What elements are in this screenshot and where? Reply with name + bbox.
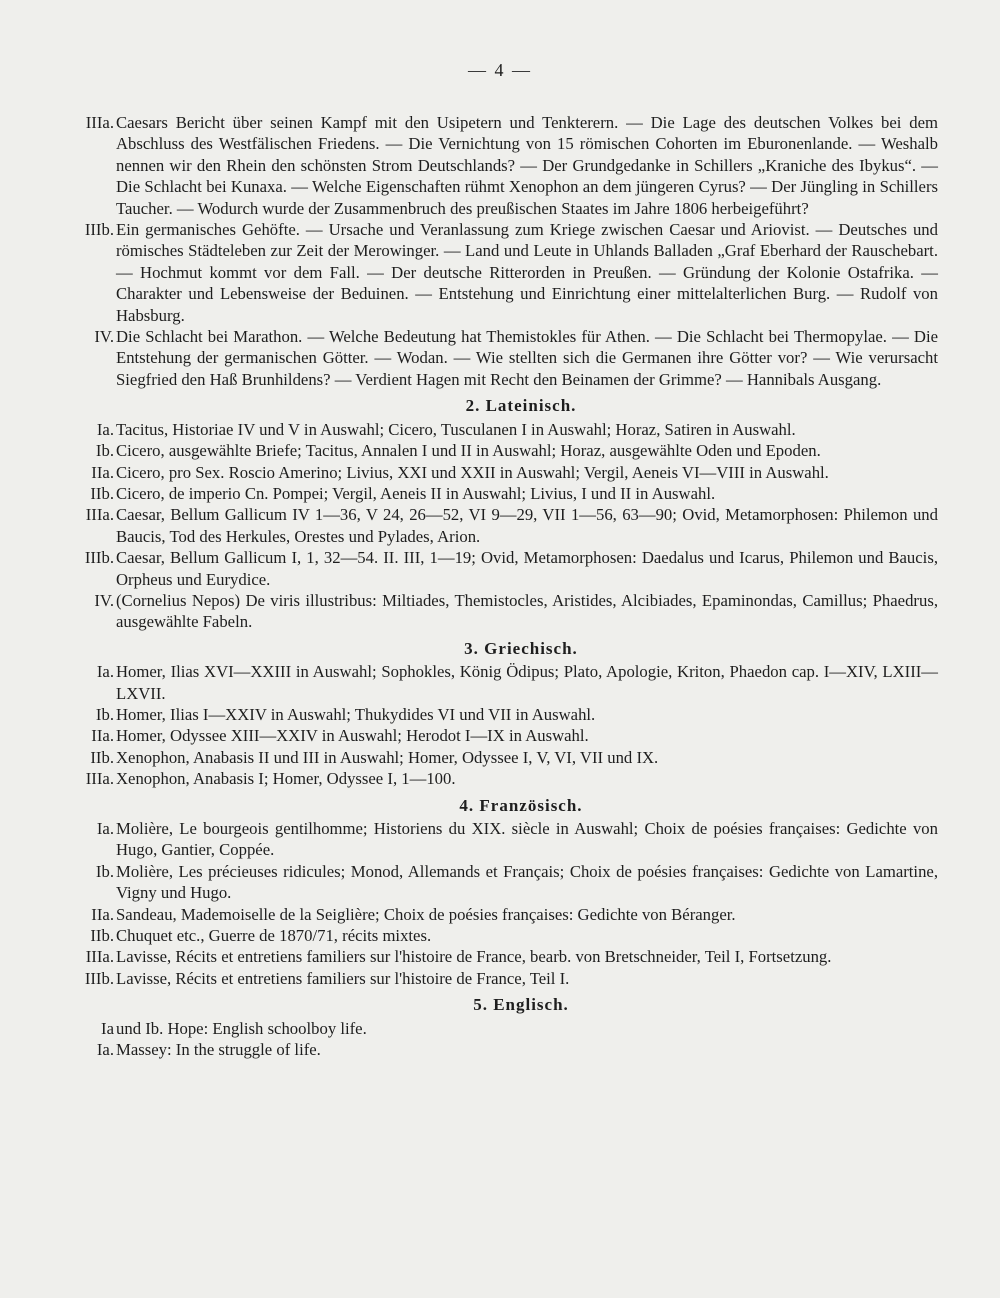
class-label: IV. xyxy=(94,327,114,347)
entry-row xyxy=(64,861,938,904)
entry-row xyxy=(64,547,938,590)
entry-text: Lavisse, Récits et entretiens familiers sur l'histoire de France, Teil I. xyxy=(116,968,570,988)
class-label: IIIa. xyxy=(85,113,114,132)
entry-row xyxy=(64,419,938,440)
entry-text: Cicero, pro Sex. Roscio Amerino; Livius, XXI und XXII in Auswahl; Vergil, Aeneis VI—VIII in Auswahl. xyxy=(116,462,829,482)
entry-row xyxy=(64,725,938,746)
entry-text: Sandeau, Mademoiselle de la Seiglière; Choix de poésies françaises: Gedichte von Béranger. xyxy=(116,904,736,924)
entry-row xyxy=(64,768,938,789)
class-label: IIIb. xyxy=(84,968,114,988)
class-label: IIIa. xyxy=(85,947,114,967)
entry-text: Caesar, Bellum Gallicum I, 1, 32—54. II. III, 1—19; Ovid, Metamorphosen: Daedalus und Icarus, Philemon und Baucis, Orpheus und Eurydice. xyxy=(116,548,938,589)
class-label: IIb. xyxy=(90,747,114,767)
page-number: — 4 — xyxy=(468,60,532,80)
class-label: Ib. xyxy=(95,704,114,724)
entry-text: Molière, Le bourgeois gentilhomme; Historiens du XIX. siècle in Auswahl; Choix de poésies françaises: Gedichte von Hugo, Gantier, Coppée. xyxy=(116,819,938,860)
entry-text: Homer, Ilias I—XXIV in Auswahl; Thukydides VI und VII in Auswahl. xyxy=(116,704,596,724)
section-heading: 5. Englisch. xyxy=(473,995,569,1015)
entry-row xyxy=(64,747,938,768)
entry-text: Xenophon, Anabasis II und III in Auswahl; Homer, Odyssee I, V, VI, VII und IX. xyxy=(116,747,659,767)
class-label: Ib. xyxy=(95,441,114,461)
entry-text: Ein germanisches Gehöfte. — Ursache und Veranlassung zum Kriege zwischen Caesar und Ariovist. — Deutsches und römisches Städteleben zur Zeit der Merowinger. — Land und Leute in Uhlands Balladen „Graf Eberhard der Rauschebart. — Hochmut kommt vor dem Fall. — Der deutsche Ritterorden in Preußen. — Gründung der Kolonie Ostafrika. — Charakter und Lebensweise der Beduinen. — Entstehung und Einrichtung einer mittelalterlichen Burg. — Rudolf von Habsburg. xyxy=(116,220,938,325)
entry-text: Homer, Ilias XVI—XXIII in Auswahl; Sophokles, König Ödipus; Plato, Apologie, Kriton, Phaedon cap. I—XIV, LXIII—LXVII. xyxy=(116,662,938,703)
section-englisch xyxy=(64,994,938,1060)
entry-row xyxy=(64,904,938,925)
class-label: Ib. xyxy=(95,861,114,881)
entry-text: Xenophon, Anabasis I; Homer, Odyssee I, 1—100. xyxy=(116,769,456,789)
entry-row xyxy=(64,504,938,547)
class-label: IIb. xyxy=(90,483,114,503)
entry-text: Caesar, Bellum Gallicum IV 1—36, V 24, 26—52, VI 9—29, VII 1—56, 63—90; Ovid, Metamorphosen: Philemon und Baucis, Tod des Herkules, Orestes und Pylades, Arion. xyxy=(116,505,938,546)
entry-text: (Cornelius Nepos) De viris illustribus: Miltiades, Themistocles, Aristides, Alcibiades, Epaminondas, Camillus; Phaedrus, ausgewählte Fabeln. xyxy=(116,590,938,632)
entry-row xyxy=(64,462,938,483)
entry-row xyxy=(64,1039,938,1060)
section-deutsch-continued xyxy=(64,112,938,390)
entry-text: Cicero, ausgewählte Briefe; Tacitus, Annalen I und II in Auswahl; Horaz, ausgewählte Oden und Epoden. xyxy=(116,441,821,461)
class-label: IIIa. xyxy=(85,505,114,525)
entry-row xyxy=(64,818,938,861)
entry-row xyxy=(64,661,938,704)
class-label: IV. xyxy=(94,590,114,610)
entry-text: Chuquet etc., Guerre de 1870/71, récits mixtes. xyxy=(116,926,432,946)
section-heading: 3. Griechisch. xyxy=(464,638,578,658)
class-label: Ia. xyxy=(96,819,114,838)
class-label: Ia. xyxy=(96,662,114,682)
class-label: IIIb. xyxy=(84,220,114,240)
section-heading: 2. Lateinisch. xyxy=(465,396,577,416)
class-label: IIb. xyxy=(90,926,114,946)
entry-row xyxy=(64,483,938,504)
class-label: Ia. xyxy=(96,419,114,439)
entry-row xyxy=(64,946,938,967)
entry-text: Lavisse, Récits et entretiens familiers sur l'histoire de France, bearb. von Bretschneider, Teil I, Fortsetzung. xyxy=(116,947,832,967)
entry-text: Massey: In the struggle of life. xyxy=(116,1040,321,1060)
entry-text: Cicero, de imperio Cn. Pompei; Vergil, Aeneis II in Auswahl; Livius, I und II in Auswahl. xyxy=(116,483,716,503)
entry-row xyxy=(64,925,938,946)
entry-text: Caesars Bericht über seinen Kampf mit den Usipetern und Tenkterern. — Die Lage des deutschen Volkes bei dem Abschluss des Westfälischen Friedens. — Die Vernichtung von 15 römischen Cohorten im Eburonenlande. — Weshalb nennen wir den Rhein den schönsten Strom Deutschlands? — Der Grundgedanke in Schillers „Kraniche des Ibykus“. — Die Schlacht bei Kunaxa. — Welche Eigenschaften rühmt Xenophon an dem jüngeren Cyrus? — Der Jüngling in Schillers Taucher. — Wodurch wurde der Zusammenbruch des preußischen Staates im Jahre 1806 herbeigeführt? xyxy=(116,113,938,218)
entry-text: Molière, Les précieuses ridicules; Monod, Allemands et Français; Choix de poésies françaises: Gedichte von Lamartine, Vigny und Hugo. xyxy=(116,861,938,903)
class-label: IIa. xyxy=(91,726,114,746)
entry-text: und Ib. Hope: English schoolboy life. xyxy=(116,1018,367,1038)
class-label: IIa. xyxy=(91,904,114,924)
class-label: Ia xyxy=(101,1018,114,1038)
entry-row xyxy=(64,1018,938,1039)
page-content xyxy=(64,112,938,1060)
class-label: IIIb. xyxy=(84,548,114,568)
section-griechisch xyxy=(64,638,938,790)
entry-row xyxy=(64,440,938,461)
entry-row xyxy=(64,968,938,989)
class-label: Ia. xyxy=(96,1040,114,1060)
entry-row xyxy=(64,326,938,390)
section-lateinisch xyxy=(64,395,938,632)
entry-text: Tacitus, Historiae IV und V in Auswahl; Cicero, Tusculanen I in Auswahl; Horaz, Satiren in Auswahl. xyxy=(116,419,796,439)
section-heading: 4. Französisch. xyxy=(459,795,583,815)
entry-row xyxy=(64,112,938,219)
entry-text: Homer, Odyssee XIII—XXIV in Auswahl; Herodot I—IX in Auswahl. xyxy=(116,726,589,746)
entry-row xyxy=(64,219,938,326)
class-label: IIIa. xyxy=(85,769,114,789)
entry-row xyxy=(64,704,938,725)
entry-row xyxy=(64,590,938,633)
class-label: IIa. xyxy=(91,462,114,482)
section-franzoesisch xyxy=(64,795,938,990)
entry-text: Die Schlacht bei Marathon. — Welche Bedeutung hat Themistokles für Athen. — Die Schlacht bei Thermopylae. — Die Entstehung der germanischen Götter. — Wodan. — Wie stellten sich die Germanen ihre Götter vor? — Wie verursacht Siegfried den Haß Brunhildens? — Verdient Hagen mit Recht den Beinamen der Grimme? — Hannibals Ausgang. xyxy=(116,327,938,389)
